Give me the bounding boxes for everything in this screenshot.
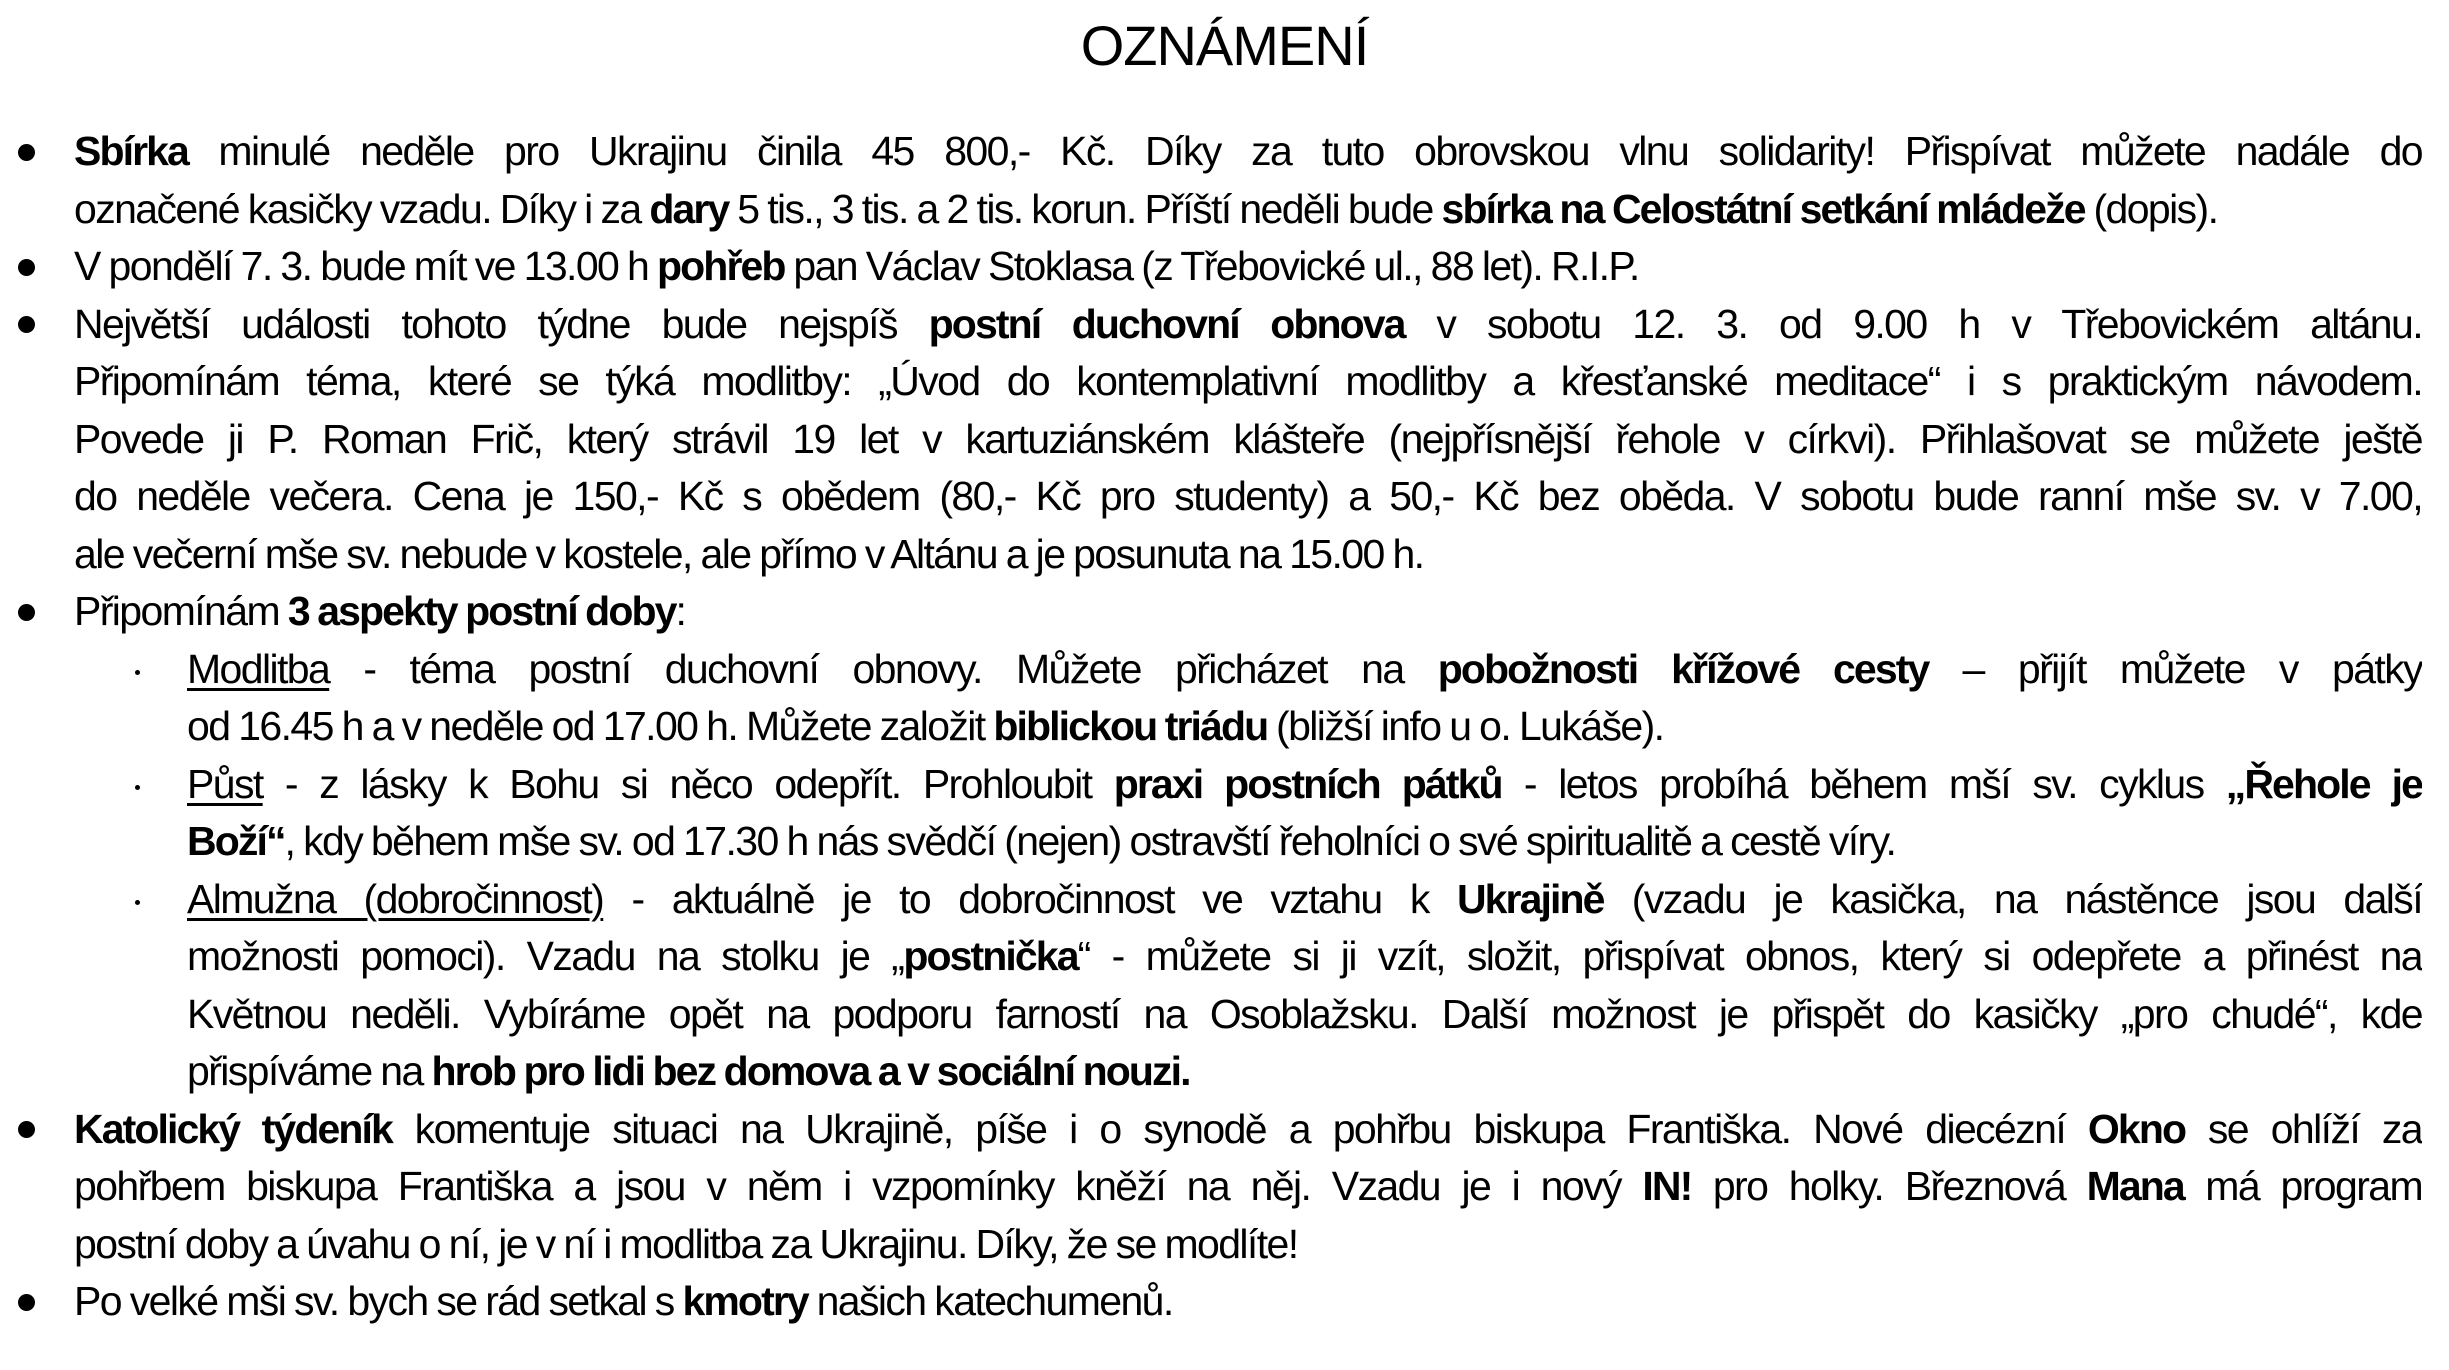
- text-span: – přijít můžete v pátky: [1928, 645, 2422, 692]
- underlined-heading: Půst: [187, 760, 263, 807]
- emphasis-text: praxi postních pátků: [1113, 760, 1502, 807]
- text-span: V pondělí 7. 3. bude mít ve 13.00 h: [74, 243, 658, 289]
- bullet-icon: [18, 316, 35, 333]
- bullet-icon: [18, 144, 35, 161]
- text-span: - téma postní duchovní obnovy. Můžete přicházet na: [329, 645, 1438, 692]
- bullet-icon: [18, 1294, 35, 1311]
- text-span: Květnou neděli. Vybíráme opět na podporu farností na Osoblažsku. Další možnost je přispět do kasičky „pro chudé“, kde: [187, 990, 2422, 1037]
- emphasis-text: IN!: [1642, 1163, 1692, 1209]
- text-line: [74, 471, 2422, 521]
- text-span: Po velké mši sv. bych se rád setkal s: [74, 1278, 683, 1324]
- sub-bullet-icon: [135, 785, 140, 790]
- text-line: [74, 184, 2422, 234]
- bullet-icon: [18, 259, 35, 276]
- bullet-icon: [18, 604, 35, 621]
- emphasis-text: Mana: [2086, 1163, 2184, 1209]
- page-title: OZNÁMENÍ: [1080, 14, 1369, 77]
- emphasis-text: Ukrajině: [1456, 875, 1604, 922]
- text-span: Největší události tohoto týdne bude nejspíš: [74, 300, 929, 347]
- text-span: pro holky. Březnová: [1691, 1163, 2087, 1209]
- emphasis-text: sbírka na Celostátní setkání mládeže: [1441, 185, 2085, 232]
- text-span: komentuje situaci na Ukrajině, píše i o synodě a pohřbu biskupa Františka. Nové diecézní: [391, 1105, 2088, 1152]
- text-line: [187, 816, 2422, 866]
- emphasis-text: dary: [649, 185, 729, 232]
- text-span: od 16.45 h a v neděle od 17.00 h. Můžete založit: [187, 703, 994, 749]
- text-span: (vzadu je kasička, na nástěnce jsou další: [1603, 875, 2422, 922]
- text-span: do neděle večera. Cena je 150,- Kč s obědem (80,- Kč pro studenty) a 50,- Kč bez oběda. V sobotu bude ranní mše sv. v 7.00,: [74, 473, 2422, 519]
- emphasis-text: Sbírka: [74, 128, 188, 174]
- text-span: Povede ji P. Roman Frič, který strávil 19 let v kartuziánském klášteře (nejpřísnější řehole v církvi). Přihlašovat se můžete ještě: [74, 415, 2422, 462]
- text-span: - z lásky k Bohu si něco odepřít. Prohloubit: [262, 760, 1114, 807]
- text-line: [74, 126, 2422, 176]
- sub-bullet-icon: [135, 900, 140, 905]
- text-line: [187, 874, 2422, 924]
- text-span: :: [675, 588, 686, 634]
- text-span: , kdy během mše sv. od 17.30 h nás svědčí (nejen) ostravští řeholníci o své spiritualitě a cestě víry.: [284, 818, 1896, 864]
- underlined-heading: Almužna (dobročinnost): [187, 875, 604, 922]
- emphasis-text: pobožnosti křížové cesty: [1437, 645, 1929, 692]
- sub-bullet-icon: [135, 670, 140, 675]
- text-span: (bližší info u o. Lukáše).: [1267, 703, 1664, 749]
- emphasis-text: postnička: [903, 933, 1078, 979]
- text-span: možnosti pomoci). Vzadu na stolku je „: [187, 933, 904, 979]
- text-line: [74, 299, 2422, 349]
- text-line: [74, 1276, 2422, 1326]
- text-span: pan Václav Stoklasa (z Třebovické ul., 88 let). R.I.P.: [784, 243, 1639, 289]
- emphasis-text: Okno: [2087, 1105, 2186, 1152]
- text-span: má program: [2183, 1163, 2422, 1209]
- text-span: se ohlíží za: [2185, 1105, 2422, 1152]
- text-span: ale večerní mše sv. nebude v kostele, ale přímo v Altánu a je posunuta na 15.00 h.: [74, 530, 1424, 577]
- text-line: [74, 241, 2422, 291]
- text-span: - aktuálně je to dobročinnost ve vztahu k: [603, 875, 1457, 922]
- underlined-heading: Modlitba: [187, 645, 330, 692]
- text-span: 5 tis., 3 tis. a 2 tis. korun. Příští neděli bude: [728, 185, 1442, 232]
- text-line: [74, 529, 2422, 579]
- emphasis-text: kmotry: [682, 1278, 808, 1324]
- text-line: [74, 1104, 2422, 1154]
- text-line: [187, 1046, 2422, 1096]
- text-line: [74, 586, 2422, 636]
- emphasis-text: pohřeb: [657, 243, 785, 289]
- text-line: [74, 356, 2422, 406]
- emphasis-text: postní duchovní obnova: [928, 300, 1405, 347]
- text-line: [187, 989, 2422, 1039]
- text-span: Připomínám: [74, 588, 288, 634]
- text-span: Připomínám téma, které se týká modlitby: „Úvod do kontemplativní modlitby a křesťanské meditace“ i s praktickým návodem.: [74, 358, 2422, 404]
- text-span: přispíváme na: [187, 1048, 432, 1094]
- text-span: (dopis).: [2084, 185, 2218, 232]
- text-line: [187, 759, 2422, 809]
- text-span: minulé neděle pro Ukrajinu činila 45 800,- Kč. Díky za tuto obrovskou vlnu solidarity! Přispívat můžete nadále do: [187, 128, 2422, 174]
- emphasis-text: hrob pro lidi bez domova a v sociální nouzi.: [431, 1048, 1190, 1094]
- text-line: [74, 1219, 2422, 1269]
- emphasis-text: „Řehole je: [2225, 760, 2422, 807]
- bullet-icon: [18, 1121, 35, 1138]
- text-line: [187, 701, 2422, 751]
- emphasis-text: Boží“: [187, 818, 285, 864]
- text-span: v sobotu 12. 3. od 9.00 h v Třebovickém altánu.: [1404, 300, 2422, 347]
- emphasis-text: Katolický týdeník: [74, 1105, 392, 1152]
- text-span: postní doby a úvahu o ní, je v ní i modlitba za Ukrajinu. Díky, že se modlíte!: [74, 1220, 1298, 1267]
- text-line: [187, 644, 2422, 694]
- text-span: - letos probíhá během mší sv. cyklus: [1501, 760, 2226, 807]
- text-line: [74, 414, 2422, 464]
- text-span: našich katechumenů.: [807, 1278, 1173, 1324]
- text-span: označené kasičky vzadu. Díky i za: [74, 185, 650, 232]
- text-line: [187, 931, 2422, 981]
- emphasis-text: biblickou triádu: [993, 703, 1268, 749]
- text-span: pohřbem biskupa Františka a jsou v něm i vzpomínky kněží na něj. Vzadu je i nový: [74, 1163, 1643, 1209]
- emphasis-text: 3 aspekty postní doby: [287, 588, 676, 634]
- text-span: “ - můžete si ji vzít, složit, přispívat obnos, který si odepřete a přinést na: [1077, 933, 2422, 979]
- text-line: [74, 1161, 2422, 1211]
